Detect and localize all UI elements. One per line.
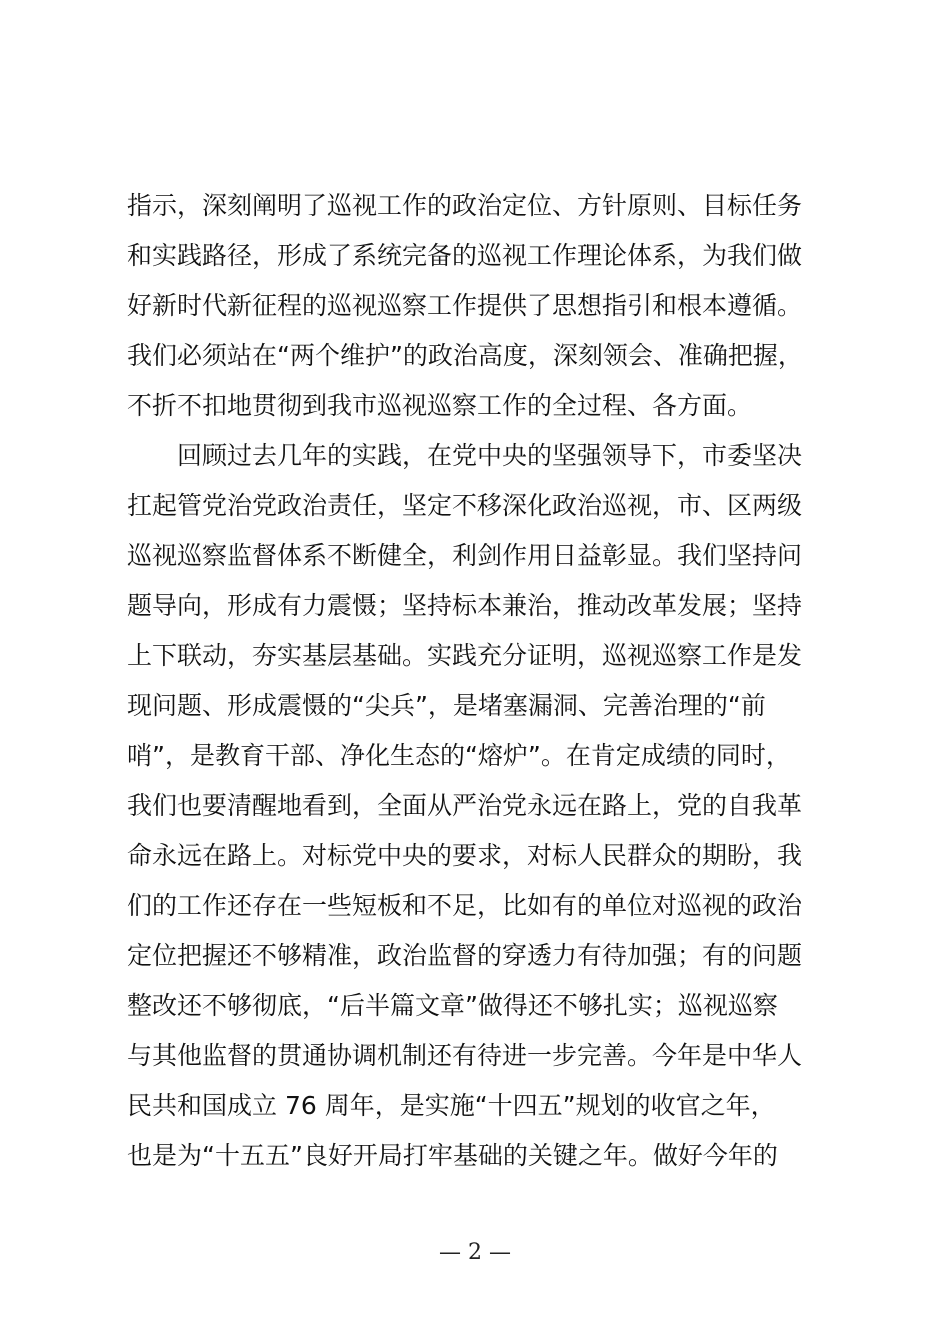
text-line: 指示，深刻阐明了巡视工作的政治定位、方针原则、目标任务 bbox=[127, 191, 803, 220]
page-number: — 2 — bbox=[439, 1240, 511, 1265]
text-line: 命永远在路上。对标党中央的要求，对标人民群众的期盼，我 bbox=[127, 841, 803, 870]
text-line: 与其他监督的贯通协调机制还有待进一步完善。今年是中华人 bbox=[127, 1041, 803, 1070]
text-line: 哨”，是教育干部、净化生态的“熔炉”。在肯定成绩的同时， bbox=[127, 741, 791, 770]
text-line: 扛起管党治党政治责任，坚定不移深化政治巡视，市、区两级 bbox=[127, 491, 803, 520]
text-line: 和实践路径，形成了系统完备的巡视工作理论体系，为我们做 bbox=[127, 241, 803, 270]
text-line: 好新时代新征程的巡视巡察工作提供了思想指引和根本遵循。 bbox=[127, 291, 803, 320]
text-line: 们的工作还存在一些短板和不足，比如有的单位对巡视的政治 bbox=[127, 891, 803, 920]
text-line: 我们也要清醒地看到，全面从严治党永远在路上，党的自我革 bbox=[127, 791, 803, 820]
text-line: 定位把握还不够精准，政治监督的穿透力有待加强；有的问题 bbox=[127, 941, 803, 970]
text-line: 题导向，形成有力震慑；坚持标本兼治，推动改革发展；坚持 bbox=[127, 591, 803, 620]
text-line: 我们必须站在“两个维护”的政治高度，深刻领会、准确把握， bbox=[127, 341, 803, 370]
text-line: 整改还不够彻底，“后半篇文章”做得还不够扎实；巡视巡察 bbox=[127, 991, 778, 1020]
text-line: 也是为“十五五”良好开局打牢基础的关键之年。做好今年的 bbox=[127, 1141, 778, 1170]
text-line: 巡视巡察监督体系不断健全，利剑作用日益彰显。我们坚持问 bbox=[127, 541, 803, 570]
text-line: 不折不扣地贯彻到我市巡视巡察工作的全过程、各方面。 bbox=[127, 391, 753, 420]
text-line: 现问题、形成震慑的“尖兵”，是堵塞漏洞、完善治理的“前 bbox=[127, 691, 766, 720]
text-line: 民共和国成立 76 周年，是实施“十四五”规划的收官之年， bbox=[127, 1091, 776, 1120]
text-line: 上下联动，夯实基层基础。实践充分证明，巡视巡察工作是发 bbox=[127, 641, 803, 670]
paragraph-first-line: 回顾过去几年的实践，在党中央的坚强领导下，市委坚决 bbox=[177, 441, 803, 470]
body-text bbox=[127, 181, 832, 1181]
